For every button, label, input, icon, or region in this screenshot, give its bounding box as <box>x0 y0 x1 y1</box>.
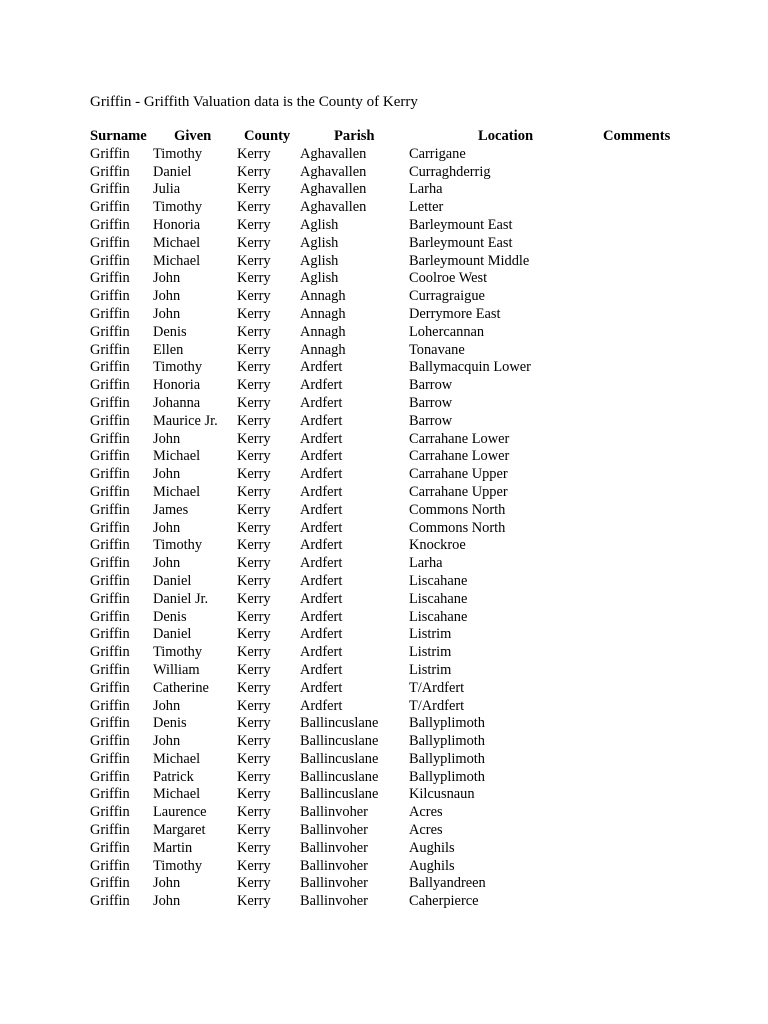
cell-surname: Griffin <box>90 341 130 358</box>
cell-location: Curraghderrig <box>409 163 491 180</box>
cell-location: Letter <box>409 199 444 216</box>
cell-given: Daniel <box>153 572 192 589</box>
cell-surname: Griffin <box>90 715 130 732</box>
cell-county: Kerry <box>237 394 271 411</box>
cell-given: Michael <box>153 252 201 269</box>
cell-surname: Griffin <box>90 305 130 322</box>
cell-given: Timothy <box>153 199 203 216</box>
cell-county: Kerry <box>237 768 271 785</box>
cell-given: Michael <box>153 483 201 500</box>
table-row <box>0 217 768 235</box>
cell-parish: Aghavallen <box>300 199 367 216</box>
cell-surname: Griffin <box>90 270 130 287</box>
table-row <box>0 181 768 199</box>
cell-county: Kerry <box>237 270 271 287</box>
cell-parish: Ardfert <box>300 679 343 696</box>
cell-given: Daniel <box>153 163 192 180</box>
cell-parish: Annagh <box>300 341 346 358</box>
cell-county: Kerry <box>237 323 271 340</box>
cell-location: Tonavane <box>409 341 465 358</box>
cell-surname: Griffin <box>90 875 130 892</box>
table-row <box>0 448 768 466</box>
table-row <box>0 288 768 306</box>
cell-parish: Ardfert <box>300 644 343 661</box>
cell-surname: Griffin <box>90 679 130 696</box>
table-row <box>0 164 768 182</box>
cell-surname: Griffin <box>90 537 130 554</box>
cell-county: Kerry <box>237 590 271 607</box>
cell-location: Barrow <box>409 394 453 411</box>
cell-location: Ballyplimoth <box>409 768 485 785</box>
table-row <box>0 359 768 377</box>
cell-surname: Griffin <box>90 733 130 750</box>
cell-location: Barleymount Middle <box>409 252 530 269</box>
cell-surname: Griffin <box>90 893 130 910</box>
cell-location: Caherpierce <box>409 893 479 910</box>
cell-parish: Ballincuslane <box>300 715 379 732</box>
table-row <box>0 662 768 680</box>
table-row <box>0 342 768 360</box>
table-row <box>0 822 768 840</box>
cell-county: Kerry <box>237 377 271 394</box>
cell-location: Listrim <box>409 644 452 661</box>
cell-parish: Ardfert <box>300 377 343 394</box>
cell-parish: Ballinvoher <box>300 839 368 856</box>
cell-parish: Ballincuslane <box>300 768 379 785</box>
cell-county: Kerry <box>237 839 271 856</box>
cell-given: Denis <box>153 608 187 625</box>
cell-surname: Griffin <box>90 323 130 340</box>
cell-location: Larha <box>409 555 443 572</box>
cell-county: Kerry <box>237 715 271 732</box>
table-row <box>0 466 768 484</box>
table-row <box>0 555 768 573</box>
cell-parish: Aghavallen <box>300 181 367 198</box>
cell-surname: Griffin <box>90 234 130 251</box>
cell-location: Listrim <box>409 661 452 678</box>
cell-county: Kerry <box>237 786 271 803</box>
table-row <box>0 431 768 449</box>
table-row <box>0 537 768 555</box>
cell-location: Coolroe West <box>409 270 488 287</box>
cell-given: John <box>153 893 181 910</box>
cell-county: Kerry <box>237 733 271 750</box>
cell-given: Johanna <box>153 394 201 411</box>
cell-county: Kerry <box>237 359 271 376</box>
cell-county: Kerry <box>237 893 271 910</box>
cell-location: Carrahane Upper <box>409 483 508 500</box>
cell-parish: Aghavallen <box>300 163 367 180</box>
cell-county: Kerry <box>237 555 271 572</box>
cell-location: Larha <box>409 181 443 198</box>
table-row <box>0 609 768 627</box>
cell-surname: Griffin <box>90 430 130 447</box>
cell-county: Kerry <box>237 430 271 447</box>
table-row <box>0 715 768 733</box>
table-row <box>0 395 768 413</box>
cell-given: Timothy <box>153 359 203 376</box>
cell-parish: Aglish <box>300 234 339 251</box>
cell-location: Barleymount East <box>409 234 513 251</box>
cell-parish: Annagh <box>300 323 346 340</box>
table-row <box>0 573 768 591</box>
cell-location: Acres <box>409 804 443 821</box>
cell-given: Daniel Jr. <box>153 590 209 607</box>
header-location: Location <box>478 128 534 144</box>
cell-county: Kerry <box>237 199 271 216</box>
cell-parish: Aglish <box>300 216 339 233</box>
cell-county: Kerry <box>237 644 271 661</box>
table-row <box>0 146 768 164</box>
cell-parish: Ardfert <box>300 501 343 518</box>
cell-surname: Griffin <box>90 590 130 607</box>
cell-location: Liscahane <box>409 608 468 625</box>
cell-surname: Griffin <box>90 163 130 180</box>
table-row <box>0 253 768 271</box>
cell-county: Kerry <box>237 750 271 767</box>
header-comments: Comments <box>603 128 671 144</box>
cell-parish: Ardfert <box>300 555 343 572</box>
cell-location: Aughils <box>409 839 455 856</box>
cell-surname: Griffin <box>90 199 130 216</box>
cell-parish: Aglish <box>300 252 339 269</box>
cell-county: Kerry <box>237 181 271 198</box>
cell-location: Kilcusnaun <box>409 786 475 803</box>
cell-parish: Ardfert <box>300 661 343 678</box>
table-row <box>0 306 768 324</box>
cell-parish: Annagh <box>300 305 346 322</box>
cell-parish: Ballinvoher <box>300 893 368 910</box>
cell-county: Kerry <box>237 448 271 465</box>
cell-surname: Griffin <box>90 804 130 821</box>
cell-given: John <box>153 305 181 322</box>
cell-parish: Ardfert <box>300 448 343 465</box>
cell-given: Michael <box>153 234 201 251</box>
cell-surname: Griffin <box>90 519 130 536</box>
cell-location: T/Ardfert <box>409 697 465 714</box>
cell-location: Lohercannan <box>409 323 485 340</box>
cell-county: Kerry <box>237 252 271 269</box>
cell-given: Denis <box>153 323 187 340</box>
cell-surname: Griffin <box>90 288 130 305</box>
cell-given: Honoria <box>153 216 201 233</box>
cell-location: Carrahane Lower <box>409 448 510 465</box>
cell-surname: Griffin <box>90 857 130 874</box>
cell-parish: Annagh <box>300 288 346 305</box>
cell-parish: Ardfert <box>300 466 343 483</box>
cell-county: Kerry <box>237 466 271 483</box>
cell-surname: Griffin <box>90 359 130 376</box>
cell-given: Ellen <box>153 341 184 358</box>
table-row <box>0 235 768 253</box>
cell-county: Kerry <box>237 519 271 536</box>
table-row <box>0 769 768 787</box>
cell-location: Carrahane Upper <box>409 466 508 483</box>
cell-surname: Griffin <box>90 181 130 198</box>
table-row <box>0 199 768 217</box>
cell-given: Honoria <box>153 377 201 394</box>
cell-county: Kerry <box>237 412 271 429</box>
cell-given: John <box>153 697 181 714</box>
cell-surname: Griffin <box>90 697 130 714</box>
cell-surname: Griffin <box>90 252 130 269</box>
table-row <box>0 502 768 520</box>
cell-county: Kerry <box>237 608 271 625</box>
cell-surname: Griffin <box>90 394 130 411</box>
cell-given: John <box>153 519 181 536</box>
cell-county: Kerry <box>237 572 271 589</box>
cell-location: Aughils <box>409 857 455 874</box>
cell-given: Timothy <box>153 537 203 554</box>
cell-location: Listrim <box>409 626 452 643</box>
cell-location: Ballymacquin Lower <box>409 359 531 376</box>
cell-location: Carrigane <box>409 145 466 162</box>
cell-surname: Griffin <box>90 448 130 465</box>
header-parish: Parish <box>334 128 375 144</box>
cell-parish: Ardfert <box>300 483 343 500</box>
cell-surname: Griffin <box>90 839 130 856</box>
cell-given: Timothy <box>153 857 203 874</box>
table-row <box>0 324 768 342</box>
cell-parish: Ardfert <box>300 394 343 411</box>
cell-parish: Ardfert <box>300 590 343 607</box>
cell-given: Denis <box>153 715 187 732</box>
cell-surname: Griffin <box>90 750 130 767</box>
table-row <box>0 270 768 288</box>
cell-given: Margaret <box>153 822 206 839</box>
cell-location: Liscahane <box>409 572 468 589</box>
cell-parish: Ballincuslane <box>300 786 379 803</box>
cell-surname: Griffin <box>90 626 130 643</box>
cell-location: Ballyplimoth <box>409 750 485 767</box>
table-header-row <box>0 128 768 146</box>
cell-surname: Griffin <box>90 786 130 803</box>
cell-surname: Griffin <box>90 483 130 500</box>
cell-location: Barrow <box>409 377 453 394</box>
cell-given: Maurice Jr. <box>153 412 218 429</box>
cell-location: Ballyplimoth <box>409 715 485 732</box>
cell-given: Timothy <box>153 145 203 162</box>
cell-given: John <box>153 288 181 305</box>
cell-given: Laurence <box>153 804 207 821</box>
cell-location: Derrymore East <box>409 305 501 322</box>
cell-location: Carrahane Lower <box>409 430 510 447</box>
cell-county: Kerry <box>237 857 271 874</box>
table-row <box>0 840 768 858</box>
table-row <box>0 893 768 911</box>
cell-given: Michael <box>153 750 201 767</box>
cell-location: Knockroe <box>409 537 466 554</box>
cell-given: Catherine <box>153 679 209 696</box>
cell-parish: Ardfert <box>300 537 343 554</box>
cell-given: William <box>153 661 200 678</box>
cell-county: Kerry <box>237 234 271 251</box>
cell-surname: Griffin <box>90 768 130 785</box>
cell-parish: Ballincuslane <box>300 750 379 767</box>
cell-surname: Griffin <box>90 822 130 839</box>
table-row <box>0 626 768 644</box>
cell-county: Kerry <box>237 501 271 518</box>
cell-parish: Ardfert <box>300 519 343 536</box>
cell-surname: Griffin <box>90 412 130 429</box>
cell-given: Julia <box>153 181 181 198</box>
table-row <box>0 698 768 716</box>
cell-parish: Ardfert <box>300 626 343 643</box>
cell-county: Kerry <box>237 804 271 821</box>
cell-county: Kerry <box>237 305 271 322</box>
cell-location: Ballyplimoth <box>409 733 485 750</box>
cell-parish: Ardfert <box>300 572 343 589</box>
cell-parish: Ballinvoher <box>300 822 368 839</box>
cell-parish: Ardfert <box>300 608 343 625</box>
cell-county: Kerry <box>237 483 271 500</box>
table-row <box>0 751 768 769</box>
cell-parish: Ardfert <box>300 412 343 429</box>
cell-given: John <box>153 430 181 447</box>
cell-surname: Griffin <box>90 644 130 661</box>
cell-given: Daniel <box>153 626 192 643</box>
cell-county: Kerry <box>237 822 271 839</box>
cell-county: Kerry <box>237 163 271 180</box>
cell-county: Kerry <box>237 216 271 233</box>
cell-county: Kerry <box>237 697 271 714</box>
cell-county: Kerry <box>237 288 271 305</box>
header-county: County <box>244 128 291 144</box>
table-row <box>0 804 768 822</box>
cell-county: Kerry <box>237 679 271 696</box>
cell-parish: Aglish <box>300 270 339 287</box>
cell-surname: Griffin <box>90 377 130 394</box>
cell-location: Commons North <box>409 519 506 536</box>
cell-surname: Griffin <box>90 555 130 572</box>
cell-surname: Griffin <box>90 608 130 625</box>
cell-county: Kerry <box>237 537 271 554</box>
cell-given: John <box>153 733 181 750</box>
cell-given: Michael <box>153 786 201 803</box>
cell-parish: Ballinvoher <box>300 804 368 821</box>
cell-location: Ballyandreen <box>409 875 486 892</box>
cell-location: Barrow <box>409 412 453 429</box>
table-row <box>0 733 768 751</box>
cell-parish: Ballinvoher <box>300 875 368 892</box>
table-row <box>0 520 768 538</box>
cell-county: Kerry <box>237 626 271 643</box>
cell-location: Commons North <box>409 501 506 518</box>
cell-parish: Ardfert <box>300 697 343 714</box>
cell-surname: Griffin <box>90 661 130 678</box>
cell-location: Curragraigue <box>409 288 485 305</box>
cell-given: John <box>153 270 181 287</box>
cell-given: John <box>153 555 181 572</box>
cell-county: Kerry <box>237 341 271 358</box>
cell-parish: Ballincuslane <box>300 733 379 750</box>
table-row <box>0 786 768 804</box>
table-row <box>0 644 768 662</box>
cell-parish: Ballinvoher <box>300 857 368 874</box>
table-body <box>0 146 768 911</box>
header-surname: Surname <box>90 128 147 144</box>
header-given: Given <box>174 128 212 144</box>
cell-surname: Griffin <box>90 466 130 483</box>
valuation-table <box>0 128 768 911</box>
cell-given: Patrick <box>153 768 194 785</box>
cell-surname: Griffin <box>90 216 130 233</box>
cell-given: John <box>153 466 181 483</box>
cell-given: James <box>153 501 189 518</box>
table-row <box>0 591 768 609</box>
table-row <box>0 413 768 431</box>
cell-county: Kerry <box>237 145 271 162</box>
cell-parish: Ardfert <box>300 430 343 447</box>
cell-county: Kerry <box>237 661 271 678</box>
cell-location: Acres <box>409 822 443 839</box>
cell-surname: Griffin <box>90 572 130 589</box>
cell-surname: Griffin <box>90 501 130 518</box>
document-title: Griffin - Griffith Valuation data is the County of Kerry <box>90 94 418 110</box>
table-row <box>0 875 768 893</box>
cell-given: John <box>153 875 181 892</box>
cell-parish: Ardfert <box>300 359 343 376</box>
cell-location: Liscahane <box>409 590 468 607</box>
table-row <box>0 484 768 502</box>
cell-parish: Aghavallen <box>300 145 367 162</box>
table-row <box>0 377 768 395</box>
cell-surname: Griffin <box>90 145 130 162</box>
cell-location: T/Ardfert <box>409 679 465 696</box>
cell-county: Kerry <box>237 875 271 892</box>
cell-given: Martin <box>153 839 193 856</box>
cell-given: Michael <box>153 448 201 465</box>
cell-location: Barleymount East <box>409 216 513 233</box>
cell-given: Timothy <box>153 644 203 661</box>
table-row <box>0 858 768 876</box>
table-row <box>0 680 768 698</box>
